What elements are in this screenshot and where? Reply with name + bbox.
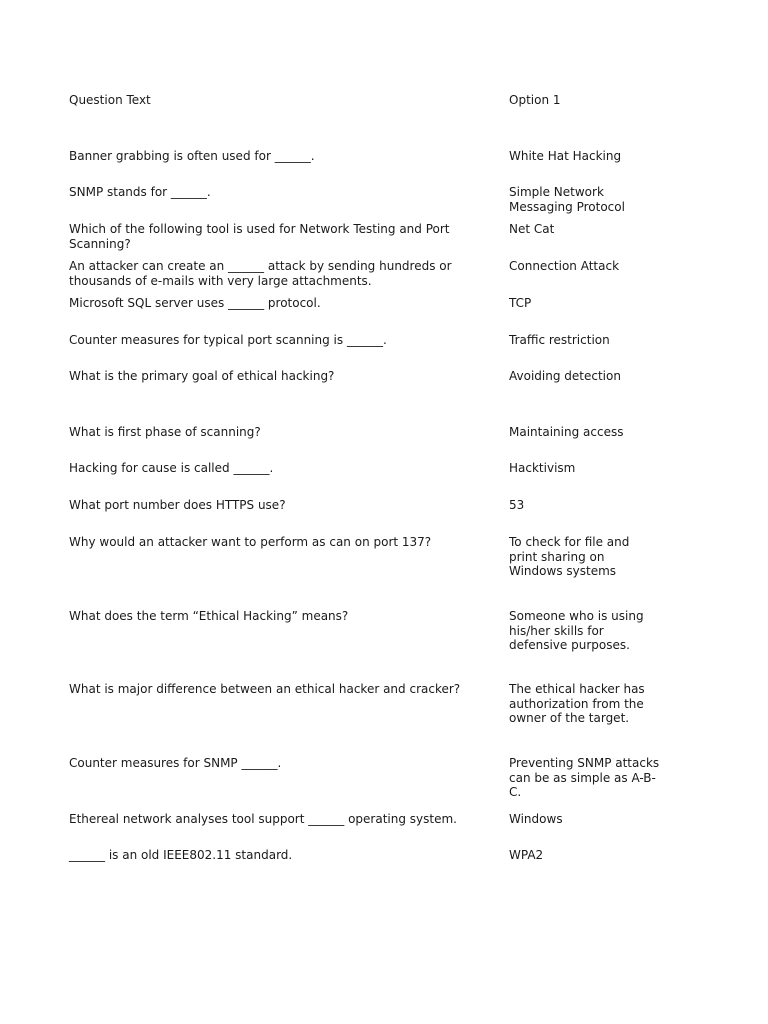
question-text: Hacking for cause is called ______. xyxy=(69,461,274,475)
question-text: ______ is an old IEEE802.11 standard. xyxy=(69,848,293,862)
question-text: Why would an attacker want to perform as can on port 137? xyxy=(69,535,432,549)
option-text: Someone who is using his/her skills for defensive purposes. xyxy=(509,609,644,653)
option-text: 53 xyxy=(509,498,525,512)
option-text: WPA2 xyxy=(509,848,544,862)
question-text: Counter measures for typical port scanning is ______. xyxy=(69,333,387,347)
question-text: What does the term “Ethical Hacking” means? xyxy=(69,609,349,623)
question-text: What port number does HTTPS use? xyxy=(69,498,286,512)
option-text: Avoiding detection xyxy=(509,369,621,383)
question-text: What is first phase of scanning? xyxy=(69,425,261,439)
option-text: White Hat Hacking xyxy=(509,149,622,163)
option-text: Hacktivism xyxy=(509,461,576,475)
option-text: Simple Network Messaging Protocol xyxy=(509,185,625,214)
option-text: Preventing SNMP attacks can be as simple as A-B-C. xyxy=(509,756,660,800)
question-text: Banner grabbing is often used for ______. xyxy=(69,149,315,163)
question-text: Microsoft SQL server uses ______ protocol. xyxy=(69,296,321,310)
option-text: Windows xyxy=(509,812,563,826)
option-text: Net Cat xyxy=(509,222,555,236)
column-header-option: Option 1 xyxy=(509,93,561,107)
question-text: Which of the following tool is used for Network Testing and Port Scanning? xyxy=(69,222,450,251)
option-text: Traffic restriction xyxy=(509,333,610,347)
option-text: To check for file and print sharing on Windows systems xyxy=(509,535,630,579)
column-header-question: Question Text xyxy=(69,93,151,107)
option-text: Connection Attack xyxy=(509,259,620,273)
option-text: TCP xyxy=(509,296,532,310)
question-text: Counter measures for SNMP ______. xyxy=(69,756,282,770)
question-text: What is major difference between an ethical hacker and cracker? xyxy=(69,682,461,696)
question-text: An attacker can create an ______ attack by sending hundreds or thousands of e-mails with very large attachments. xyxy=(69,259,452,288)
question-text: SNMP stands for ______. xyxy=(69,185,211,199)
option-text: Maintaining access xyxy=(509,425,624,439)
question-text: What is the primary goal of ethical hacking? xyxy=(69,369,335,383)
question-text: Ethereal network analyses tool support ______ operating system. xyxy=(69,812,457,826)
option-text: The ethical hacker has authorization from the owner of the target. xyxy=(509,682,645,726)
